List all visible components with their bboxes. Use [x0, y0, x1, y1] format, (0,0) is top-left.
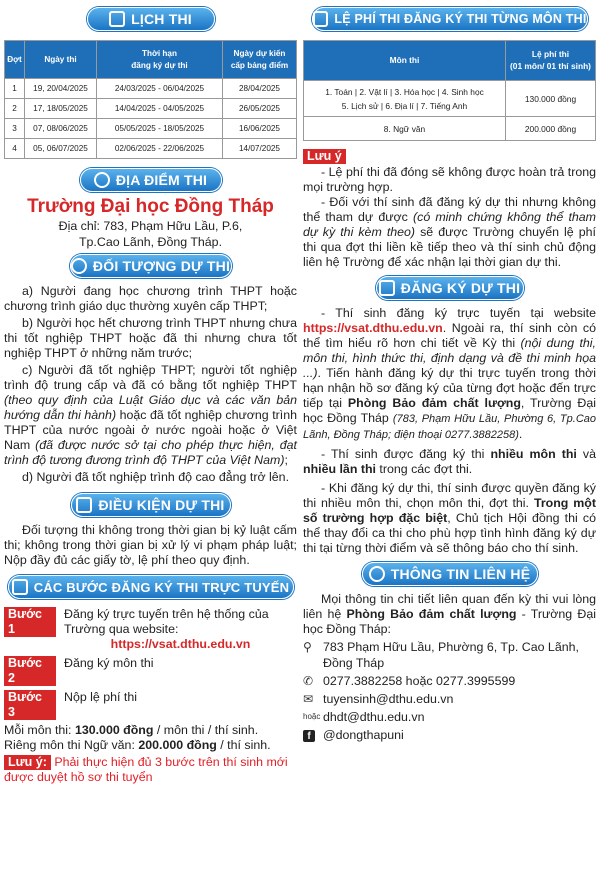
step-2-text: Đăng ký môn thi: [64, 656, 154, 670]
col-header: Môn thi: [304, 41, 506, 81]
note-label: Lưu ý: [303, 149, 346, 164]
step-3: [4, 690, 297, 720]
fees-table: [303, 40, 596, 141]
note-label: Lưu ý:: [4, 755, 51, 770]
conditions-text: Đối tượng thi không trong thời gian bị kỷ luật cấm thi; không trong thời gian bị xử lý vi phạm pháp luật; Nộp đầy đủ các giấy tờ, lệ phí theo quy định.: [4, 523, 297, 567]
pencil-icon: [379, 280, 395, 296]
schedule-heading: LỊCH THI: [87, 7, 215, 31]
phone-icon: [369, 566, 385, 582]
register-link[interactable]: https://vsat.dthu.edu.vn: [303, 321, 443, 335]
contact-phone: ✆ 0277.3882258 hoặc 0277.3995599: [303, 674, 516, 688]
school-address-line1: Địa chỉ: 783, Phạm Hữu Lầu, P.6,: [58, 219, 243, 233]
contact-facebook: f @dongthapuni: [303, 727, 596, 743]
right-column: [303, 0, 596, 743]
fee-notes: [303, 147, 596, 270]
col-header: Lệ phí thi (01 môn/ 01 thí sinh): [506, 41, 596, 81]
table-row: 1. Toán | 2. Vật lí | 3. Hóa học | 4. Sinh học 5. Lịch sử | 6. Địa lí | 7. Tiếng Anh 130.000 đồng: [304, 81, 596, 117]
folder-icon: [313, 11, 329, 27]
contact-heading: THÔNG TIN LIÊN HỆ: [362, 562, 538, 586]
table-row: 3 07, 08/06/2025 05/05/2025 - 18/05/2025 16/06/2025: [5, 119, 297, 139]
contact-email-2: hoặc dhdt@dthu.edu.vn: [303, 710, 425, 724]
eligibility-c: c) Người đã tốt nghiệp THPT; người tốt nghiệp trình độ trung cấp và đã có bằng tốt nghiệp THPT (theo quy định của Luật Giáo dục và các văn bản hướng dẫn thi hành) hoặc đã tốt nghiệp chương trình THPT của nước ngoài ở nước ngoài hoặc ở Việt Nam (đã được nước sở tại cho phép thực hiện, đạt trình độ tương đương trình độ THPT của Việt Nam);: [4, 363, 298, 467]
step-1-text: Đăng ký trực tuyến trên hệ thống của Trường qua website:: [64, 607, 269, 636]
register-para-1: - Thí sinh đăng ký trực tuyến tại website https://vsat.dthu.edu.vn. Ngoài ra, thí sinh còn có thể tìm hiểu rõ hơn chi tiết về Kỳ thi (nội dung thi, môn thi, hình thức thi, định dạng và đề thi minh họa ...). Tiến hành đăng ký dự thi trực tuyến trong thời hạn nhận hồ sơ đăng ký của từng đợt hoặc đến trực tiếp tại Phòng Bảo đảm chất lượng, Trường Đại học Đồng Tháp (783, Phạm Hữu Lầu, Phường 6, Tp.Cao Lãnh, Đồng Tháp; điện thoại 0277.3882258).: [303, 306, 596, 441]
registration-link[interactable]: https://vsat.dthu.edu.vn: [110, 637, 251, 651]
school-name: Trường Đại học Đồng Tháp: [27, 196, 274, 217]
step-1: [4, 607, 297, 652]
register-heading: ĐĂNG KÝ DỰ THI: [376, 276, 524, 300]
edit-icon: [76, 497, 92, 513]
edit-icon: [12, 579, 28, 595]
step-2: [4, 656, 297, 686]
eligibility-b: b) Người học hết chương trình THPT nhưng chưa thi tốt nghiệp THPT hoặc đã thi nhưng chưa tốt nghiệp THPT ở những năm trước;: [4, 316, 297, 360]
register-para-2: - Thí sinh được đăng ký thi nhiều môn thi và nhiều lần thi trong các đợt thi.: [303, 447, 597, 476]
eligibility-heading: ĐỐI TƯỢNG DỰ THI: [70, 254, 232, 278]
col-header: Đợt: [5, 41, 25, 79]
schedule-table: [4, 40, 297, 159]
step-2-label: Bước 2: [4, 656, 56, 686]
col-header: Ngày dự kiến cấp bảng điểm: [223, 41, 297, 79]
col-header: Thời hạn đăng ký dự thi: [97, 41, 223, 79]
fees-heading: LỆ PHÍ THI ĐĂNG KÝ THI TỪNG MÔN THI: [312, 7, 588, 31]
phone-icon: ✆: [303, 674, 314, 688]
step-3-label: Bước 3: [4, 690, 56, 720]
steps-note: [4, 755, 297, 785]
school-address-line2: Tp.Cao Lãnh, Đồng Tháp.: [78, 235, 223, 249]
steps-heading: CÁC BƯỚC ĐĂNG KÝ THI TRỰC TUYẾN: [8, 575, 294, 599]
eligibility-a: a) Người đang học chương trình THPT hoặc chương trình giáo dục thường xuyên cấp THPT;: [4, 284, 297, 313]
email-icon: ✉: [303, 692, 314, 706]
contact-address: ⚲ 783 Phạm Hữu Lầu, Phường 6, Tp. Cao Lãnh, Đồng Tháp: [303, 640, 579, 670]
fee-per-subject: Mỗi môn thi: 130.000 đồng / môn thi / thí sinh.: [4, 723, 259, 737]
note-1: - Lệ phí thi đã đóng sẽ không được hoàn trả trong mọi trường hợp.: [303, 165, 596, 194]
people-icon: [71, 258, 87, 274]
register-section: [303, 306, 596, 556]
table-row: 4 05, 06/07/2025 02/06/2025 - 22/06/2025 14/07/2025: [5, 139, 297, 159]
location-pin-icon: ⚲: [303, 640, 312, 654]
step-3-text: Nộp lệ phí thi: [64, 690, 138, 704]
note-2: - Đối với thí sinh đã đăng ký dự thi nhưng không thể tham dự được (có minh chứng không thể tham dự kỳ thi kèm theo) sẽ được Trường chuyển lệ phí thi qua đợt thi liền kề tiếp theo và thí sinh chủ động liên hệ Trường để xác nhận lại thời gian dự thi.: [303, 195, 596, 269]
contact-email-1: ✉ tuyensinh@dthu.edu.vn: [303, 692, 454, 706]
contact-intro: Mọi thông tin chi tiết liên quan đến kỳ thi vui lòng liên hệ Phòng Bảo đảm chất lượng - Trường Đại học Đồng Tháp:: [303, 592, 596, 636]
fee-literature: Riêng môn thi Ngữ văn: 200.000 đồng / thí sinh.: [4, 738, 271, 752]
location-heading: ĐỊA ĐIỂM THI: [80, 168, 222, 192]
register-para-3: - Khi đăng ký dự thi, thí sinh được quyền đăng ký thi nhiều môn thi, chọn môn thi, đợt thi. Trong một số trường hợp đặc biệt, Chủ tịch Hội đồng thi có thể thay đổi ca thi cho phù hợp tình hình đăng ký dự thi tại từng thời điểm và sẽ thông báo cho thí sinh.: [303, 481, 596, 555]
table-row: 1 19, 20/04/2025 24/03/2025 - 06/04/2025 28/04/2025: [5, 79, 297, 99]
email-prefix: hoặc: [303, 712, 321, 721]
table-row: 8. Ngữ văn 200.000 đồng: [304, 117, 596, 141]
calendar-icon: [109, 11, 125, 27]
col-header: Ngày thi: [25, 41, 97, 79]
note-text: Phải thực hiện đủ 3 bước trên thí sinh mới được duyệt hồ sơ thi tuyển: [4, 755, 288, 784]
conditions-heading: ĐIỀU KIỆN DỰ THI: [71, 493, 231, 517]
left-column: [4, 0, 297, 785]
step-1-label: Bước 1: [4, 607, 56, 637]
table-row: 2 17, 18/05/2025 14/04/2025 - 04/05/2025 26/05/2025: [5, 99, 297, 119]
eligibility-list: [4, 284, 297, 485]
facebook-icon: f: [303, 727, 319, 743]
location-pin-icon: [94, 172, 110, 188]
eligibility-d: d) Người đã tốt nghiệp trình độ cao đẳng trở lên.: [22, 470, 290, 484]
